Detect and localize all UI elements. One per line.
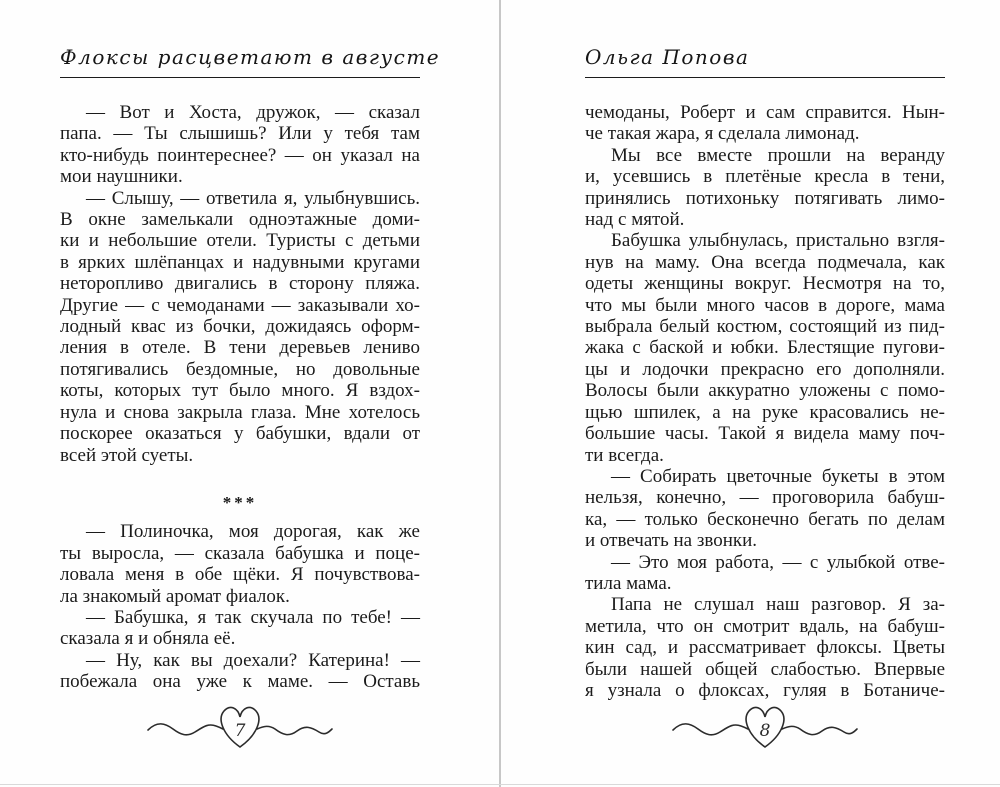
- text-line: сказала я и обняла её.: [60, 628, 236, 650]
- text-line: мои наушники.: [60, 166, 183, 188]
- paragraph: [60, 102, 420, 188]
- text-line: и, усевшись в плетёные кресла в тени,: [585, 166, 945, 188]
- section-separator: ***: [222, 492, 258, 512]
- right-page-body: [585, 102, 945, 701]
- text-line: чемоданы, Роберт и сам справится. Нын-: [585, 102, 945, 123]
- paragraph: [60, 188, 420, 466]
- text-line: одеты женщины вокруг. Несмотря на то,: [585, 273, 945, 295]
- text-line: поскорее оказаться у бабушки, вдали от: [60, 423, 420, 445]
- running-head-author-name: Ольга Попова: [585, 45, 750, 69]
- left-page: [60, 0, 441, 787]
- right-page: [585, 0, 945, 787]
- right-page-number-ornament: [585, 699, 945, 751]
- paragraph: [585, 145, 945, 231]
- text-line: — Слышу, — ответила я, улыбнувшись.: [86, 187, 420, 209]
- text-line: кто-нибудь поинтереснее? — он указал на: [60, 144, 420, 166]
- text-line: ки и небольшие отели. Туристы с детьми: [60, 230, 420, 252]
- text-line: метила, что он смотрит вдаль, на бабуш-: [585, 615, 945, 637]
- text-line: ления в отеле. В тени деревьев лениво: [60, 337, 420, 359]
- text-line: побежала она уже к маме. — Оставь: [60, 671, 420, 693]
- text-line: нув на маму. Она всегда подмечала, как: [585, 251, 945, 273]
- text-line: тила мама.: [585, 572, 672, 594]
- paragraph: [60, 607, 420, 650]
- text-line: ла знакомый аромат фиалок.: [60, 585, 290, 607]
- text-line: Волосы были аккуратно уложены с помо-: [585, 380, 945, 402]
- text-line: жака с баской и юбки. Блестящие пугови-: [585, 337, 945, 359]
- page-gutter-divider: [499, 0, 501, 787]
- text-line: папа. — Ты слышишь? Или у тебя там: [60, 123, 420, 145]
- text-line: потягивались бездомные, но довольные: [60, 358, 420, 380]
- text-line: Бабушка улыбнулась, пристально взгля-: [611, 230, 945, 252]
- text-line: нельзя, конечно, — проговорила бабуш-: [585, 487, 945, 509]
- text-line: принялись потихоньку потягивать лимо-: [585, 187, 945, 209]
- right-page-number: 8: [759, 721, 771, 741]
- text-line: и отвечать на звонки.: [585, 530, 758, 552]
- text-line: — Бабушка, я так скучала по тебе! —: [86, 606, 420, 628]
- text-line: ты выросла, — сказала бабушка и поце-: [60, 542, 420, 564]
- text-line: над с мятой.: [585, 209, 685, 231]
- text-line: — Полиночка, моя дорогая, как же: [86, 521, 420, 543]
- text-line: — Собирать цветочные букеты в этом: [611, 465, 945, 487]
- text-line: выбрала белый костюм, состоящий из пид-: [585, 316, 945, 338]
- text-line: что мы были много часов в дороге, мама: [585, 294, 945, 316]
- text-line: в ярких шлёпанцах и надувными кругами: [60, 251, 420, 273]
- text-line: ка, — только бесконечно бегать по делам: [585, 508, 945, 530]
- text-line: щью шпилек, а на руке красовались не-: [585, 401, 945, 423]
- header-rule: [585, 77, 945, 78]
- text-line: В окне замелькали одноэтажные доми-: [60, 209, 420, 231]
- left-page-number: 7: [234, 721, 246, 741]
- paragraph: [585, 594, 945, 701]
- text-line: — Ну, как вы доехали? Катерина! —: [86, 649, 420, 671]
- heart-squiggle-icon: [145, 699, 335, 751]
- left-page-body: [60, 102, 420, 693]
- text-line: — Это моя работа, — с улыбкой отве-: [611, 551, 945, 573]
- header-rule: [60, 77, 420, 78]
- text-line: были нашей общей слабостью. Впервые: [585, 658, 945, 680]
- running-head-book-title: Флоксы расцветают в августе: [60, 45, 441, 69]
- text-line: Другие — с чемоданами — заказывали хо-: [60, 294, 420, 316]
- paragraph: [60, 521, 420, 607]
- text-line: коты, которых тут было много. Я вздох-: [60, 380, 420, 402]
- text-line: че такая жара, я сделала лимонад.: [585, 123, 860, 145]
- text-line: нула и снова закрыла глаза. Мне хотелось: [60, 401, 420, 423]
- text-line: большие часы. Такой я видела маму поч-: [585, 423, 945, 445]
- text-line: ловала меня в обе щёки. Я почувствова-: [60, 564, 420, 586]
- text-line: Папа не слушал наш разговор. Я за-: [611, 594, 945, 616]
- paragraph: [585, 102, 945, 145]
- text-line: Мы все вместе прошли на веранду: [611, 144, 945, 166]
- paragraph: [585, 552, 945, 595]
- text-line: ти всегда.: [585, 444, 664, 466]
- text-line: кин сад, и рассматривает флоксы. Цветы: [585, 637, 945, 659]
- heart-squiggle-icon: [670, 699, 860, 751]
- paragraph: [585, 466, 945, 552]
- text-line: всей этой суеты.: [60, 444, 194, 466]
- text-line: я узнала о флоксах, гуляя в Ботаниче-: [585, 679, 945, 701]
- paragraph: [60, 650, 420, 693]
- paragraph: [585, 230, 945, 465]
- text-line: — Вот и Хоста, дружок, — сказал: [86, 102, 420, 123]
- left-page-number-ornament: [60, 699, 420, 751]
- text-line: лодный квас из бочки, дожидаясь оформ-: [60, 316, 420, 338]
- text-line: цы и лодочки прекрасно его дополняли.: [585, 358, 945, 380]
- text-line: неторопливо двигались в сторону пляжа.: [60, 273, 420, 295]
